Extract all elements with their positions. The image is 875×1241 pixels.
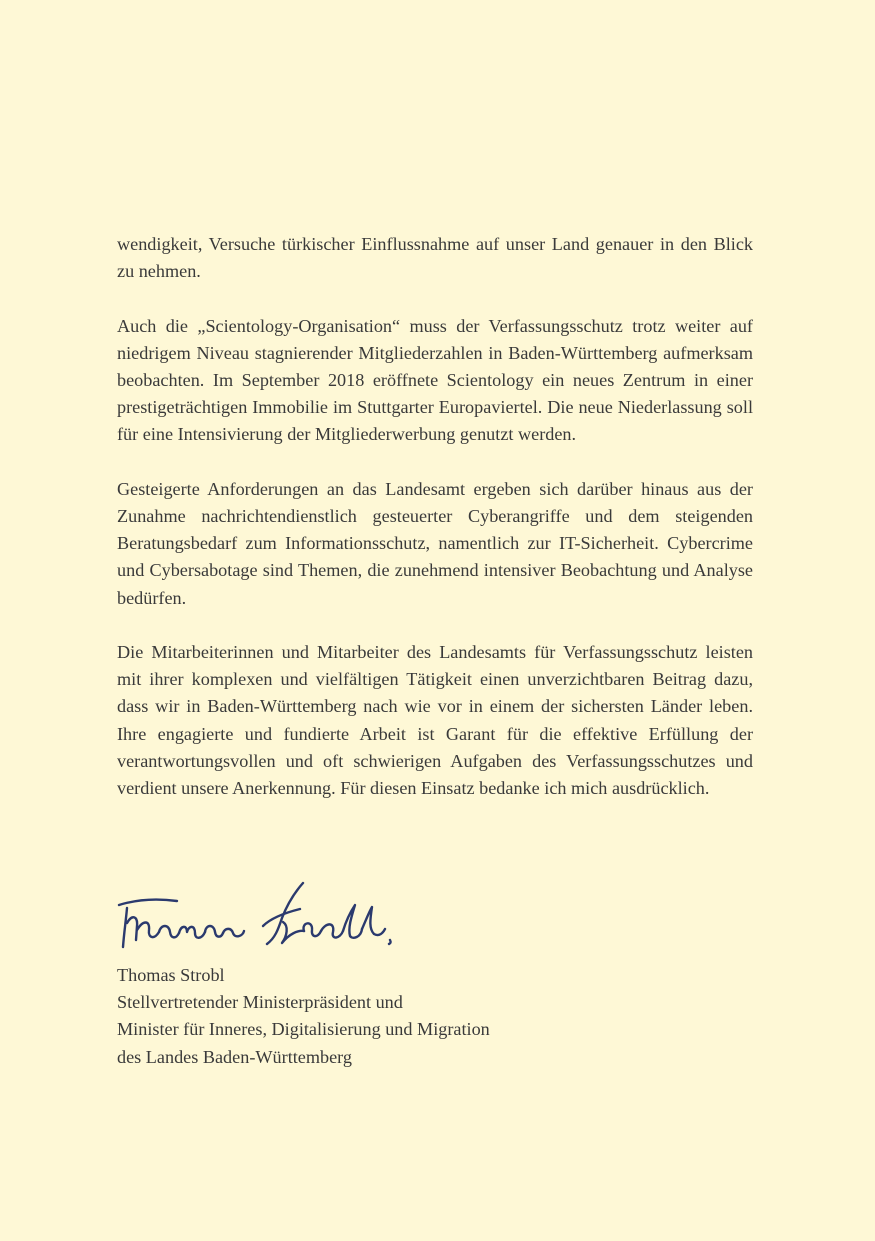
signature-block	[117, 962, 753, 1071]
paragraph-2: Auch die „Scientology-Organisation“ muss der Verfassungsschutz trotz weiter auf niedrigem Niveau stagnierender Mitgliederzahlen in Baden-Württemberg aufmerksam beobachten. Im September 2018 eröffnete Scientology ein neues Zentrum in einer prestigeträchtigen Immobilie im Stuttgarter Europaviertel. Die neue Niederlassung soll für eine Intensivierung der Mitgliederwerbung genutzt werden.	[117, 315, 753, 445]
body-text	[117, 231, 753, 802]
signatory-name: Thomas Strobl	[117, 965, 225, 985]
paragraph-3: Gesteigerte Anforderungen an das Landesamt ergeben sich darüber hinaus aus der Zunahme nachrichtendienstlich gesteuerter Cyberangriffe und dem steigenden Beratungsbedarf zum Informationsschutz, namentlich zur IT-Sicherheit. Cybercrime und Cybersabotage sind Themen, die zunehmend intensiver Beobachtung und Analyse bedürfen.	[117, 478, 753, 608]
paragraph-1: wendigkeit, Versuche türkischer Einflussnahme auf unser Land genauer in den Blick zu nehmen.	[117, 234, 753, 282]
handwritten-signature	[117, 878, 417, 958]
signatory-title-1: Stellvertretender Ministerpräsident und	[117, 992, 403, 1013]
signatory-title-2: Minister für Inneres, Digitalisierung und Migration	[117, 1019, 490, 1040]
signatory-title-3: des Landes Baden-Württemberg	[117, 1046, 353, 1067]
paragraph-4: Die Mitarbeiterinnen und Mitarbeiter des Landesamts für Verfassungsschutz leisten mit ihrer komplexen und vielfältigen Tätigkeit einen unverzichtbaren Beitrag dazu, dass wir in Baden-Württemberg nach wie vor in einem der sichersten Länder leben. Ihre engagierte und fundierte Arbeit ist Garant für die effektive Erfüllung der verantwortungsvollen und oft schwierigen Aufgaben des Verfassungsschutzes und verdient unsere Anerkennung. Für diesen Einsatz bedanke ich mich ausdrücklich.	[117, 642, 753, 799]
